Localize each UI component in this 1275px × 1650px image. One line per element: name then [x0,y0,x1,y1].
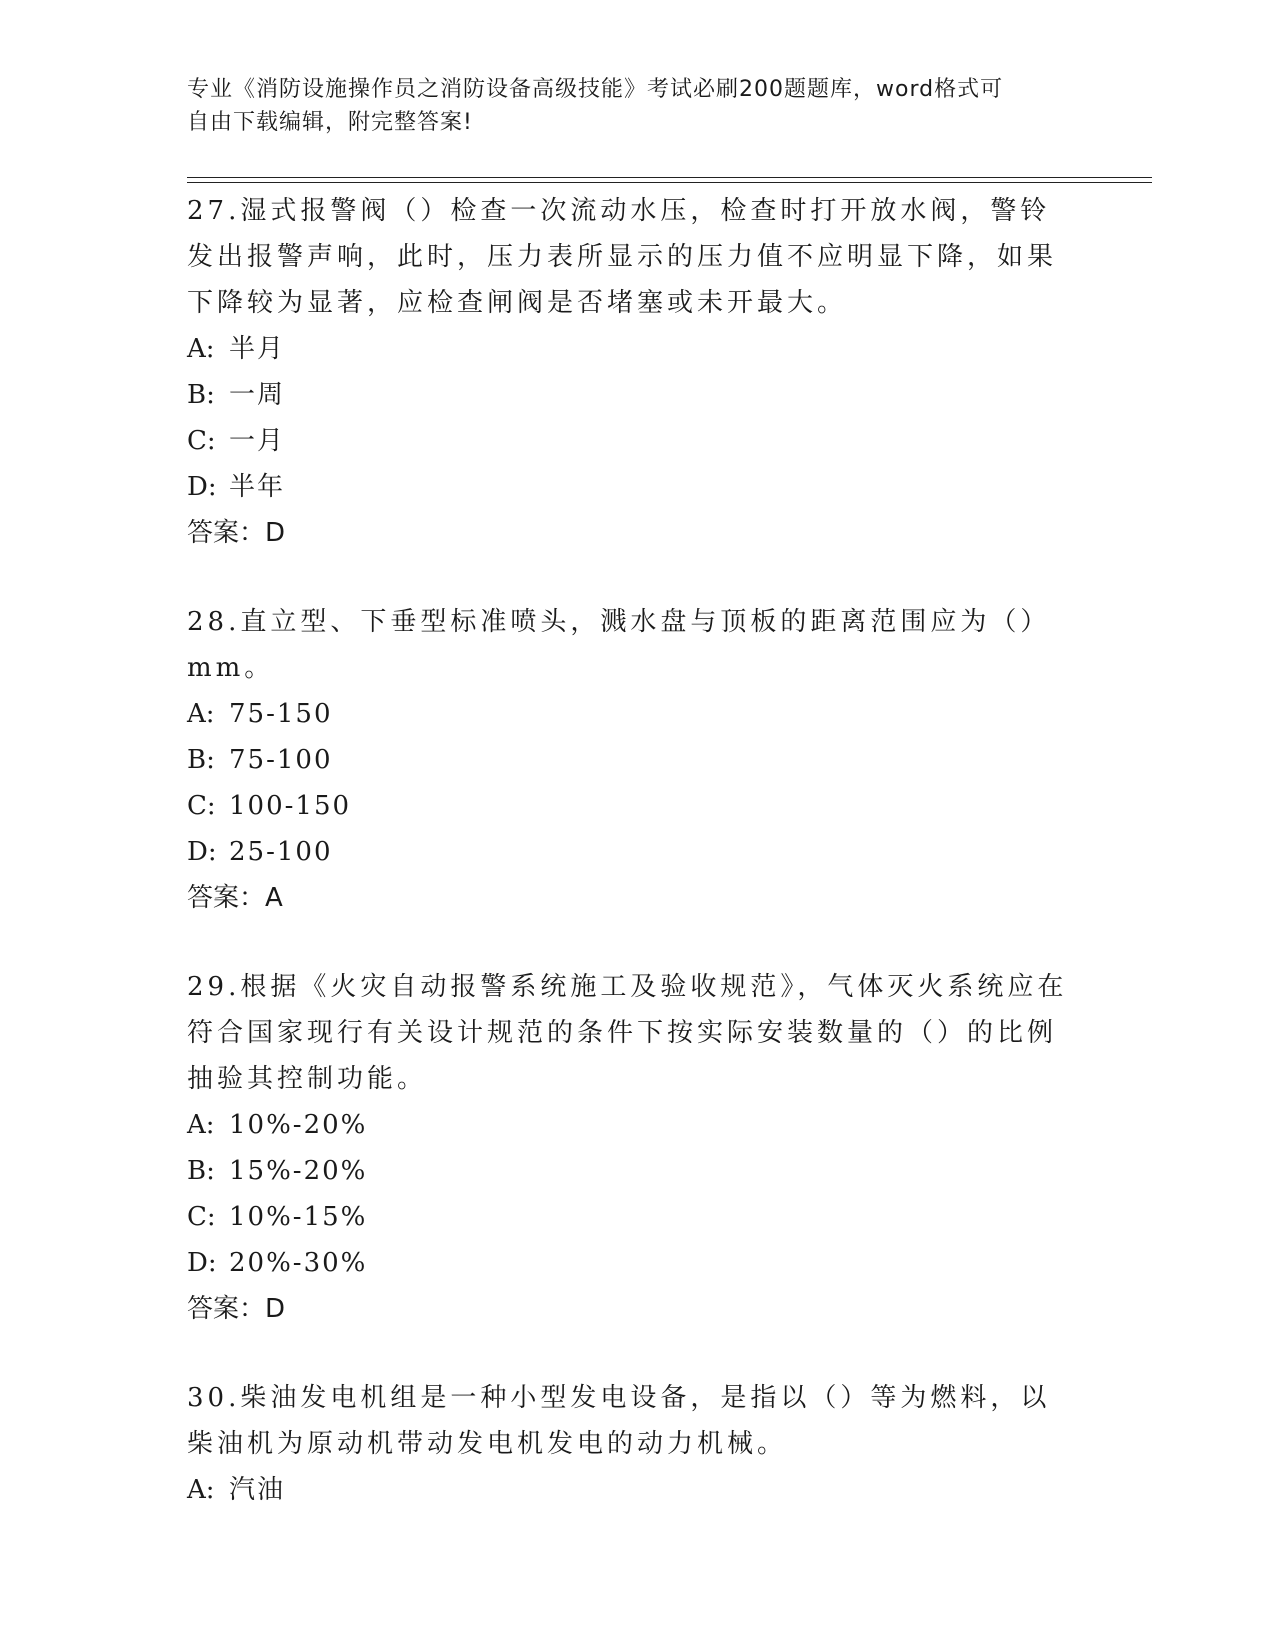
option-text: 75-100 [229,745,333,775]
question-stem: 30.柴油发电机组是一种小型发电设备，是指以（）等为燃料，以柴油机为原动机带动发电机发电的动力机械。 [187,1383,1051,1459]
question-stem: 28.直立型、下垂型标准喷头，溅水盘与顶板的距离范围应为（）mm。 [187,607,1051,683]
option-letter: D: [187,472,217,502]
header-divider-bottom [187,182,1152,183]
option-text: 半月 [229,334,286,364]
option-text: 10%-20% [229,1110,368,1140]
option-letter: C: [187,426,216,456]
option-letter: B: [187,745,215,775]
option-text: 10%-15% [229,1202,368,1232]
option-letter: C: [187,1202,216,1232]
option-text: 半年 [229,472,286,502]
option-text: 100-150 [229,791,352,821]
option-letter: D: [187,1248,217,1278]
question-28 [187,599,1087,921]
option-text: 一月 [229,426,286,456]
option-c [187,783,1087,829]
header-line-1: 专业《消防设施操作员之消防设备高级技能》考试必刷200题题库，word格式可 [187,77,1004,102]
option-b [187,1148,1087,1194]
question-29 [187,964,1087,1332]
option-a [187,326,1087,372]
option-b [187,737,1087,783]
option-text: 20%-30% [229,1248,368,1278]
option-text: 一周 [229,380,286,410]
option-b [187,372,1087,418]
option-letter: B: [187,380,215,410]
option-d [187,464,1087,510]
answer-line: 答案：A [187,883,283,913]
question-30 [187,1375,1087,1513]
header-line-2: 自由下载编辑，附完整答案! [187,110,473,135]
document-header [187,73,1067,139]
option-letter: D: [187,837,217,867]
option-a [187,691,1087,737]
option-text: 25-100 [229,837,333,867]
option-text: 15%-20% [229,1156,368,1186]
header-divider-top [187,177,1152,178]
question-stem: 27.湿式报警阀（）检查一次流动水压，检查时打开放水阀，警铃发出报警声响，此时，压力表所显示的压力值不应明显下降，如果下降较为显著，应检查闸阀是否堵塞或未开最大。 [187,196,1058,318]
option-letter: A: [187,699,215,729]
question-27 [187,188,1087,556]
option-a [187,1467,1087,1513]
questions-list [187,188,1087,1556]
option-text: 75-150 [229,699,333,729]
option-letter: A: [187,1475,215,1505]
option-d [187,829,1087,875]
option-text: 汽油 [229,1475,286,1505]
answer-line: 答案：D [187,1294,286,1324]
answer-line: 答案：D [187,518,286,548]
option-letter: B: [187,1156,215,1186]
question-stem: 29.根据《火灾自动报警系统施工及验收规范》，气体灭火系统应在符合国家现行有关设计规范的条件下按实际安装数量的（）的比例抽验其控制功能。 [187,972,1068,1094]
option-c [187,418,1087,464]
option-letter: A: [187,334,215,364]
option-letter: C: [187,791,216,821]
option-letter: A: [187,1110,215,1140]
option-d [187,1240,1087,1286]
option-c [187,1194,1087,1240]
option-a [187,1102,1087,1148]
